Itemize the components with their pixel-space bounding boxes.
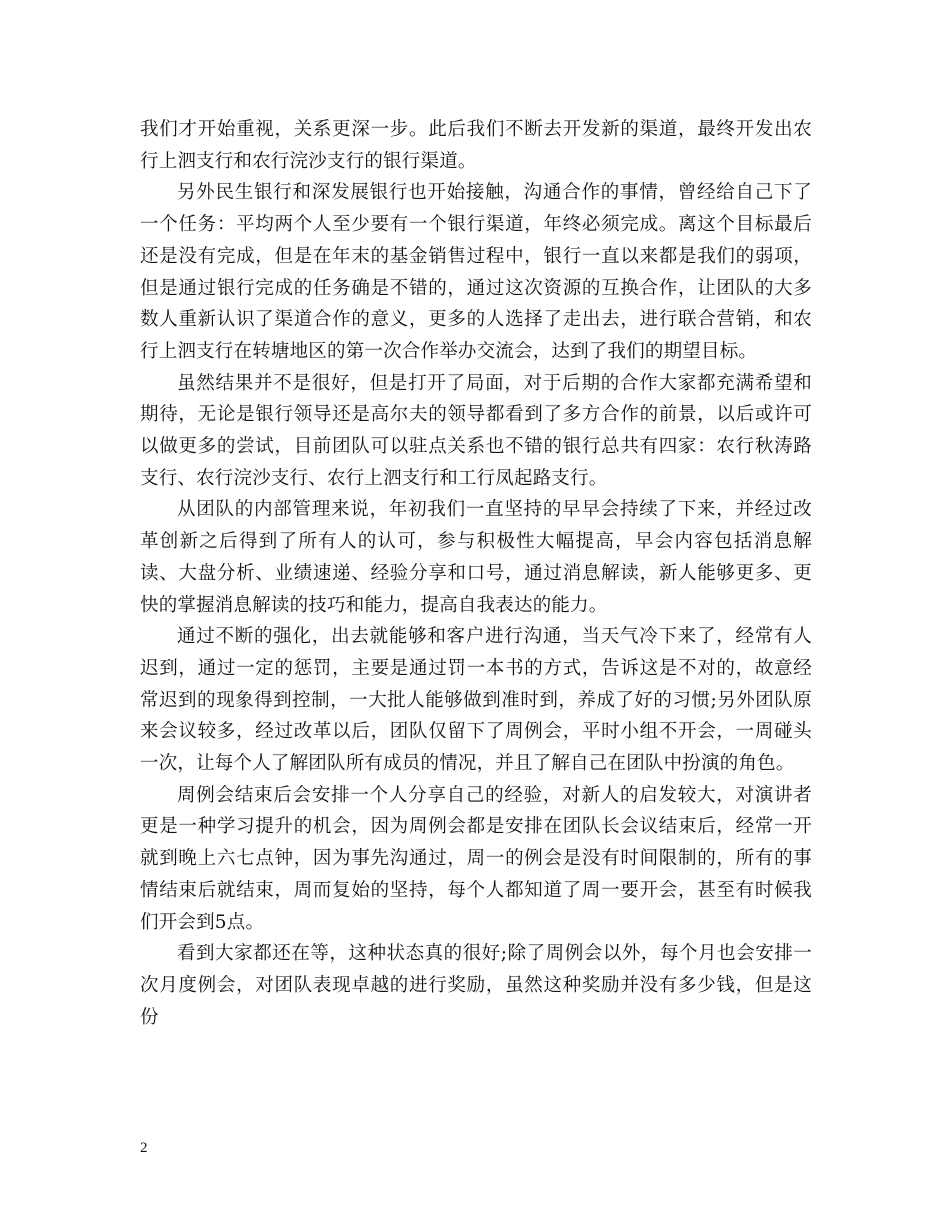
paragraph-7: 看到大家都还在等，这种状态真的很好;除了周例会以外，每个月也会安排一次月度例会，对团队表现卓越的进行奖励，虽然这种奖励并没有多少钱，但是这份	[140, 943, 812, 1028]
paragraph-1: 我们才开始重视，关系更深一步。此后我们不断去开发新的渠道，最终开发出农行上泗支行和农行浣沙支行的银行渠道。	[140, 119, 812, 172]
paragraph-3: 虽然结果并不是很好，但是打开了局面，对于后期的合作大家都充满希望和期待，无论是银行领导还是高尔夫的领导都看到了多方合作的前景，以后或许可以做更多的尝试，目前团队可以驻点关系也不错的银行总共有四家：农行秋涛路支行、农行浣沙支行、农行上泗支行和工行凤起路支行。	[140, 372, 812, 489]
paragraph-6: 周例会结束后会安排一个人分享自己的经验，对新人的启发较大，对演讲者更是一种学习提升的机会，因为周例会都是安排在团队长会议结束后，经常一开就到晚上六七点钟，因为事先沟通过，周一的例会是没有时间限制的，所有的事情结束后就结束，周而复始的坚持，每个人都知道了周一要开会，甚至有时候我们开会到5点。	[140, 784, 812, 933]
paragraph-5: 通过不断的强化，出去就能够和客户进行沟通，当天气冷下来了，经常有人迟到，通过一定的惩罚，主要是通过罚一本书的方式，告诉这是不对的，故意经常迟到的现象得到控制，一大批人能够做到准时到，养成了好的习惯;另外团队原来会议较多，经过改革以后，团队仅留下了周例会，平时小组不开会，一周碰头一次，让每个人了解团队所有成员的情况，并且了解自己在团队中扮演的角色。	[140, 626, 812, 775]
paragraph-4: 从团队的内部管理来说，年初我们一直坚持的早早会持续了下来，并经过改革创新之后得到了所有人的认可，参与积极性大幅提高，早会内容包括消息解读、大盘分析、业绩速递、经验分享和口号，通过消息解读，新人能够更多、更快的掌握消息解读的技巧和能力，提高自我表达的能力。	[140, 499, 812, 616]
paragraph-2: 另外民生银行和深发展银行也开始接触，沟通合作的事情，曾经给自己下了一个任务：平均两个人至少要有一个银行渠道，年终必须完成。离这个目标最后还是没有完成，但是在年末的基金销售过程中，银行一直以来都是我们的弱项，但是通过银行完成的任务确是不错的，通过这次资源的互换合作，让团队的大多数人重新认识了渠道合作的意义，更多的人选择了走出去，进行联合营销，和农行上泗支行在转塘地区的第一次合作举办交流会，达到了我们的期望目标。	[140, 182, 812, 362]
document-body	[140, 114, 812, 1033]
page-number: 2	[140, 1140, 148, 1156]
